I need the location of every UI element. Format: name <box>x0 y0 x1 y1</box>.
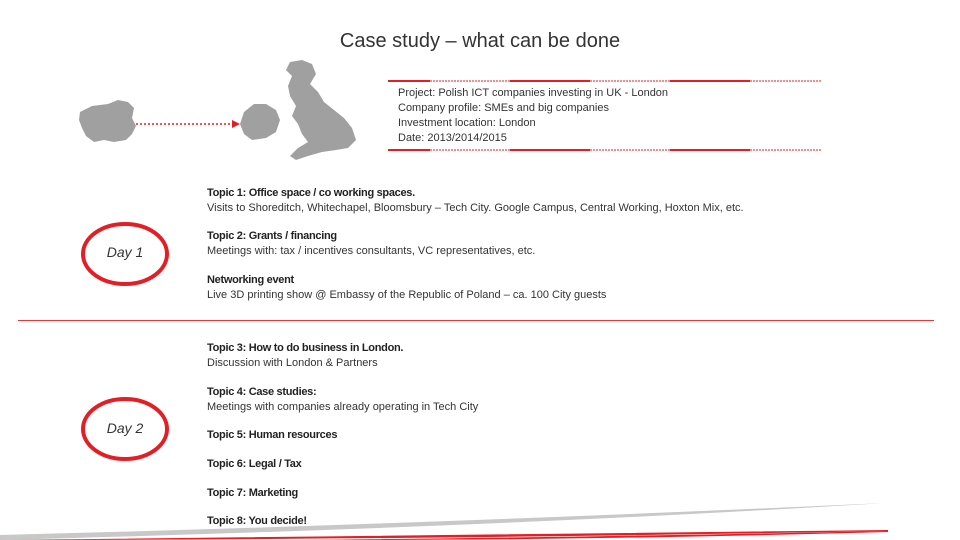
ireland-map-icon <box>240 104 280 140</box>
project-summary <box>398 86 668 146</box>
topic-heading: Topic 8: You decide! <box>207 515 307 527</box>
decorative-swoosh <box>0 495 960 540</box>
topic-item <box>207 341 403 371</box>
day2-label: Day 2 <box>106 420 144 436</box>
topic-heading: Topic 7: Marketing <box>207 487 298 499</box>
topic-detail: Visits to Shoreditch, Whitechapel, Bloomsbury – Tech City. Google Campus, Central Working, Hoxton Mix, etc. <box>207 202 744 214</box>
topic-detail: Live 3D printing show @ Embassy of the Republic of Poland – ca. 100 City guests <box>207 289 607 301</box>
topic-heading: Topic 1: Office space / co working spaces. <box>207 187 415 199</box>
topic-heading: Topic 4: Case studies: <box>207 386 317 398</box>
topic-item <box>207 428 337 443</box>
poland-map-icon <box>79 100 136 142</box>
topic-detail: Discussion with London & Partners <box>207 357 378 369</box>
topic-item <box>207 273 606 303</box>
topic-item <box>207 186 744 216</box>
topic-item <box>207 229 535 259</box>
date-line: Date: 2013/2014/2015 <box>398 132 507 144</box>
slide-title: Case study – what can be done <box>339 30 621 52</box>
day1-label: Day 1 <box>106 244 144 260</box>
day-divider <box>18 320 934 321</box>
topic-heading: Topic 2: Grants / financing <box>207 230 337 242</box>
topic-detail: Meetings with: tax / incentives consultants, VC representatives, etc. <box>207 245 536 257</box>
topic-item <box>207 457 301 472</box>
topic-item <box>207 385 478 415</box>
great-britain-map-icon <box>286 60 356 160</box>
topic-heading: Topic 5: Human resources <box>207 429 338 441</box>
arrow-head <box>232 120 240 128</box>
topic-heading: Topic 3: How to do business in London. <box>207 342 404 354</box>
topic-detail: Meetings with companies already operating in Tech City <box>207 401 479 413</box>
topic-heading: Networking event <box>207 274 294 286</box>
investment-location-line: Investment location: London <box>398 117 536 129</box>
company-profile-line: Company profile: SMEs and big companies <box>398 102 609 114</box>
project-line: Project: Polish ICT companies investing in UK - London <box>398 87 669 99</box>
topic-heading: Topic 6: Legal / Tax <box>207 458 302 470</box>
